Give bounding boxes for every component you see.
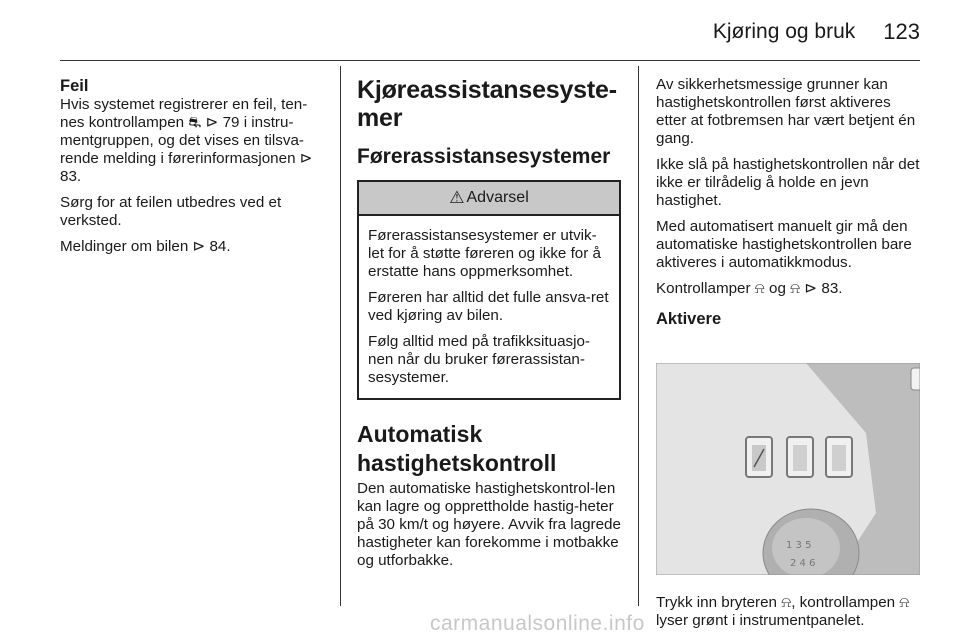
heading-aktivere: Aktivere <box>656 310 722 328</box>
column-1 <box>60 76 324 264</box>
chapter-heading: Kjøreassistansesyste-mer <box>357 76 617 132</box>
warning-header <box>359 182 619 216</box>
page-number: 123 <box>883 19 920 44</box>
svg-text:1 3 5: 1 3 5 <box>786 540 812 551</box>
paragraph: Meldinger om bilen ⊳ 84. <box>60 238 231 255</box>
section-heading-cruise: Automatisk hastighetskontroll <box>357 421 557 476</box>
paragraph: Ikke slå på hastighetskontrollen når det ikke er tilrådelig å holde en jevn hastighet. <box>656 156 920 209</box>
warning-text: Følg alltid med på trafikksituasjo-nen når du bruker førerassistan-sesystemer. <box>368 333 590 386</box>
section-heading: Førerassistansesystemer <box>357 145 611 168</box>
paragraph: Hvis systemet registrerer en feil, ten-nes kontrollampen ⛐ ⊳ 79 i instru-mentgruppen, og det vises en tilsva-rende melding i førerinformasjonen ⊳ 83. <box>60 96 313 185</box>
warning-title: Advarsel <box>466 189 529 206</box>
warning-box <box>357 180 621 400</box>
paragraph: Trykk inn bryteren ⍾, kontrollampen ⍾ lyser grønt i instrumentpanelet. <box>656 594 910 629</box>
paragraph: Kontrollamper ⍾ og ⍾ ⊳ 83. <box>656 280 843 297</box>
column-divider-1 <box>340 66 341 606</box>
paragraph: Med automatisert manuelt gir må den automatiske hastighetskontrollen bare aktiveres i automatikkmodus. <box>656 218 912 271</box>
column-divider-2 <box>638 66 639 606</box>
column-3 <box>656 76 920 638</box>
page-header <box>713 14 920 50</box>
heading-feil: Feil <box>60 77 89 95</box>
paragraph: Av sikkerhetsmessige grunner kan hastighetskontrollen først aktiveres etter at fotbremsen har vært betjent én gang. <box>656 76 916 147</box>
warning-text: Føreren har alltid det fulle ansva-ret ved kjøring av bilen. <box>368 289 609 324</box>
watermark: carmanualsonline.info <box>430 612 645 635</box>
section-title: Kjøring og bruk <box>712 20 856 43</box>
paragraph: Sørg for at feilen utbedres ved et verksted. <box>60 194 282 229</box>
warning-icon: ⚠ <box>449 188 465 207</box>
svg-text:2 4 6: 2 4 6 <box>790 558 816 569</box>
warning-body <box>359 216 619 398</box>
header-rule <box>60 60 920 61</box>
paragraph: Den automatiske hastighetskontrol-len kan lagre og opprettholde hastig-heter på 30 km/t og høyere. Avvik fra lagrede hastigheter kan forekomme i motbakke og utforbakke. <box>357 480 621 569</box>
warning-text: Førerassistansesystemer er utvik-let for å støtte føreren og ikke for å erstatte hans oppmerksomhet. <box>368 227 601 280</box>
dashboard-switch-photo <box>656 363 920 575</box>
column-2 <box>357 76 621 578</box>
